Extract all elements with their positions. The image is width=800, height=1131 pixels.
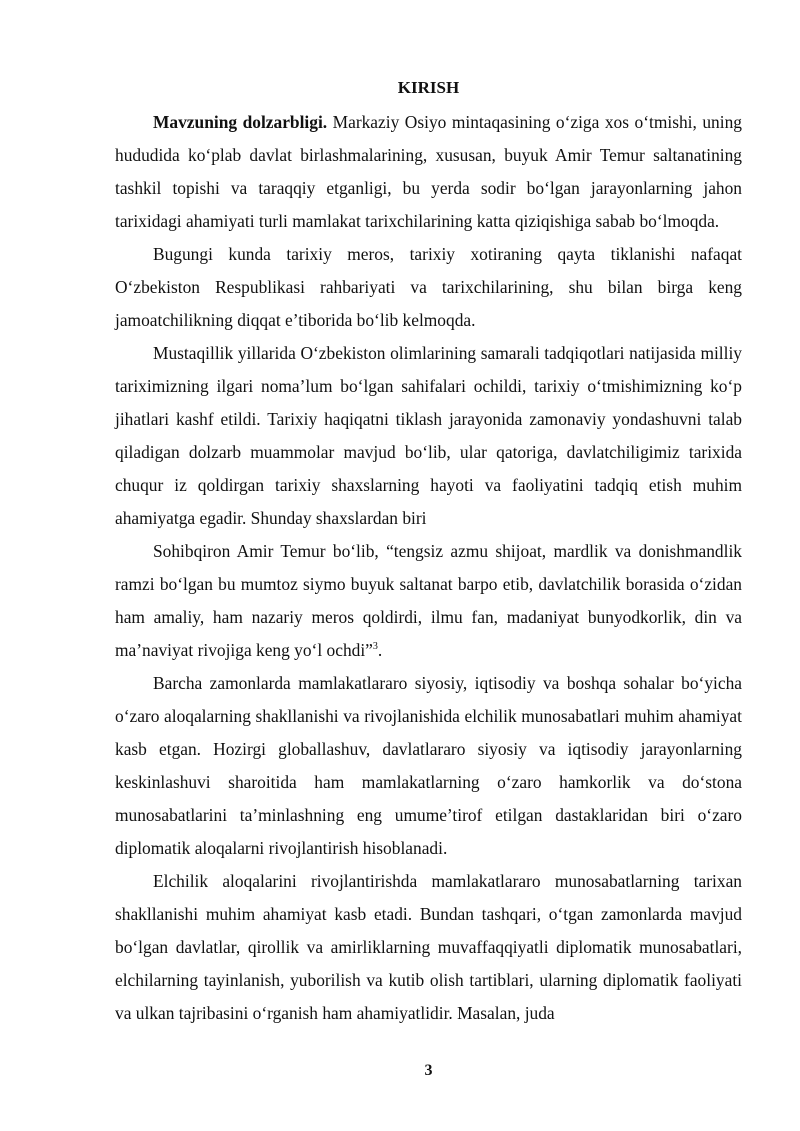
page-number: 3 (424, 1062, 433, 1079)
paragraph-lead: Mavzuning dolzarbligi. (153, 112, 328, 132)
section-heading: KIRISH (397, 78, 460, 97)
paragraph-text: Elchilik aloqalarini rivojlantirishda mamlakatlararo munosabatlarning tarixan shakllanishi muhim ahamiyat kasb etadi. Bundan tashqari, o‘tgan zamonlarda mavjud bo‘lgan davlatlar, qirollik va amirliklarning muvaffaqqiyatli diplomatik munosabatlari, elchilarning tayinlanish, yuborilish va kutib olish tartiblari, ularning diplomatik faoliyati va ulkan tajribasini o‘rganish ham ahamiyatlidir. Masalan, juda (115, 871, 742, 1023)
paragraph-heritage (115, 238, 742, 337)
footnote-ref[interactable]: 3 (372, 641, 378, 653)
paragraph-text: Markaziy Osiyo mintaqasining o‘ziga xos o‘tmishi, uning hududida ko‘plab davlat birlashmalarining, xususan, buyuk Amir Temur saltanatining tashkil topishi va taraqqiy etganligi, bu yerda sodir bo‘lgan jarayonlarning jahon tarixidagi ahamiyati turli mamlakat tarixchilarining katta qiziqishiga sabab bo‘lmoqda. (115, 112, 742, 231)
paragraph-text: Mustaqillik yillarida O‘zbekiston olimlarining samarali tadqiqotlari natijasida milliy tariximizning ilgari noma’lum bo‘lgan sahifalari ochildi, tarixiy o‘tmishimizning ko‘p jihatlari kashf etildi. Tarixiy haqiqatni tiklash jarayonida zamonaviy yondashuvni talab qiladigan dolzarb muammolar mavjud bo‘lib, ular qatoriga, davlatchiligimiz tarixida chuqur iz qoldirgan tarixiy shaxslarning hayoti va faoliyatini tadqiq etish muhim ahamiyatga egadir. Shunday shaxslardan biri (115, 343, 742, 528)
paragraph-text: Barcha zamonlarda mamlakatlararo siyosiy, iqtisodiy va boshqa sohalar bo‘yicha o‘zaro aloqalarning shakllanishi va rivojlanishida elchilik munosabatlari muhim ahamiyat kasb etgan. Hozirgi globallashuv, davlatlararo siyosiy va iqtisodiy jarayonlarning keskinlashuvi sharoitida ham mamlakatlarning o‘zaro hamkorlik va do‘stona munosabatlarini ta’minlashning eng umume’tirof etilgan dastaklaridan biri o‘zaro diplomatik aloqalarni rivojlantirish hisoblanadi. (115, 673, 742, 858)
paragraph-embassy (115, 865, 742, 1030)
paragraph-independence (115, 337, 742, 535)
paragraph-text: Sohibqiron Amir Temur bo‘lib, “tengsiz azmu shijoat, mardlik va donishmandlik ramzi bo‘lgan bu mumtoz siymo buyuk saltanat barpo etib, davlatchilik borasida o‘zidan ham amaliy, ham nazariy meros qoldirdi, ilmu fan, madaniyat bunyodkorlik, din va ma’naviyat rivojiga keng yo‘l ochdi” (115, 541, 742, 660)
paragraph-amir-temur (115, 535, 742, 667)
paragraph-relations (115, 667, 742, 865)
paragraph-text: Bugungi kunda tarixiy meros, tarixiy xotiraning qayta tiklanishi nafaqat O‘zbekiston Respublikasi rahbariyati va tarixchilarining, shu bilan birga keng jamoatchilikning diqqat e’tiborida bo‘lib kelmoqda. (115, 244, 742, 330)
paragraph-relevance (115, 106, 742, 238)
paragraph-text-end: . (377, 640, 383, 660)
body-text (115, 106, 742, 1030)
